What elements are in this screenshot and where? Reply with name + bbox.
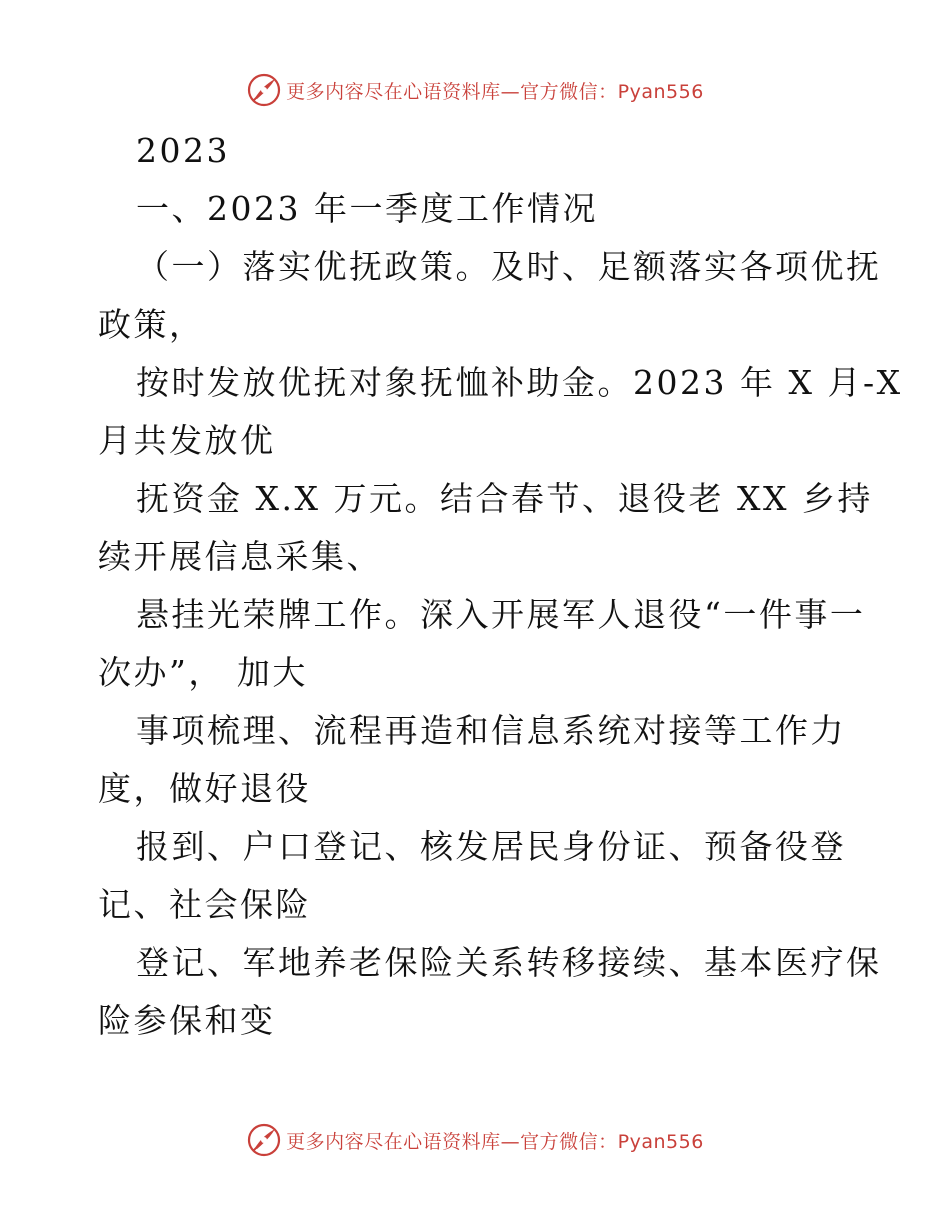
doc-line: 政策，: [98, 305, 205, 344]
doc-line: 险参保和变: [98, 1001, 276, 1040]
section-heading: 一、2023 年一季度工作情况: [136, 189, 598, 228]
footer-banner: [0, 1120, 950, 1160]
doc-line: （一）落实优抚政策。及时、足额落实各项优抚: [136, 247, 882, 286]
doc-line: 事项梳理、流程再造和信息系统对接等工作力: [136, 711, 846, 750]
doc-line: 月共发放优: [98, 421, 276, 460]
doc-line: 按时发放优抚对象抚恤补助金。2023 年 X 月-X: [136, 363, 903, 402]
doc-line: 抚资金 X.X 万元。结合春节、退役老 XX 乡持: [136, 479, 873, 518]
doc-line: 悬挂光荣牌工作。深入开展军人退役“一件事一: [136, 595, 866, 634]
doc-line: 2023: [136, 131, 230, 170]
footer-banner-text: 更多内容尽在心语资料库—官方微信：Pyan556: [286, 1130, 704, 1153]
doc-line: 记、社会保险: [98, 885, 311, 924]
header-banner-text: 更多内容尽在心语资料库—官方微信：Pyan556: [286, 80, 704, 103]
quill-pen-logo-icon: [246, 72, 282, 108]
doc-line: 度，做好退役: [98, 769, 311, 808]
document-body: [98, 122, 903, 1050]
doc-line: 次办”， 加大: [98, 653, 308, 692]
doc-line: 报到、户口登记、核发居民身份证、预备役登: [136, 827, 846, 866]
doc-line: 续开展信息采集、: [98, 537, 382, 576]
quill-pen-logo-icon: [246, 1122, 282, 1158]
doc-line: 登记、军地养老保险关系转移接续、基本医疗保: [136, 943, 882, 982]
header-banner: [0, 70, 950, 110]
